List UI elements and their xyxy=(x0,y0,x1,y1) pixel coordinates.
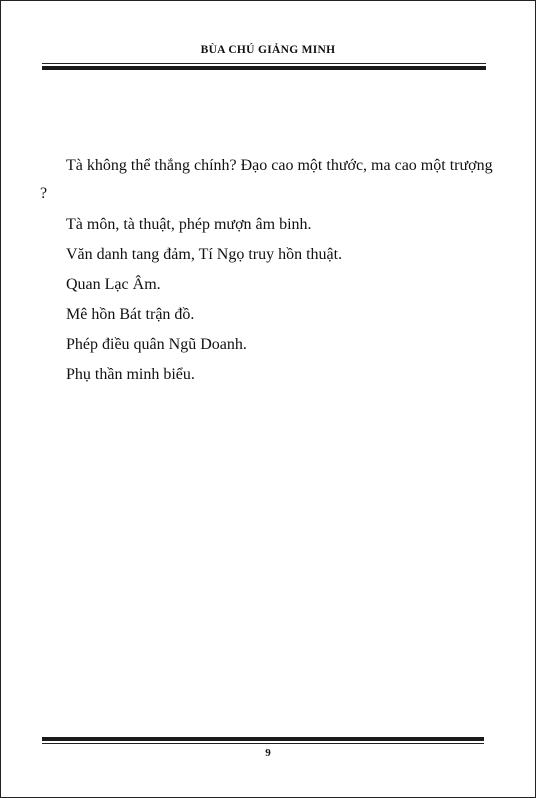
header-rule-thick xyxy=(42,66,486,70)
body-text xyxy=(40,152,496,390)
paragraph-2: Tà môn, tà thuật, phép mượn âm binh. xyxy=(66,216,312,233)
paragraph-3: Văn danh tang đảm, Tí Ngọ truy hồn thuật. xyxy=(66,246,343,263)
header-rule-thin xyxy=(42,63,486,64)
paragraph-6: Phép điều quân Ngũ Doanh. xyxy=(66,336,247,353)
footer-rule-thick xyxy=(42,737,484,741)
paragraph-4: Quan Lạc Âm. xyxy=(66,276,161,293)
running-header-title: BÙA CHÚ GIẢNG MINH xyxy=(200,44,336,56)
footer-rule-thin xyxy=(42,743,484,744)
page-number: 9 xyxy=(265,747,271,759)
paragraph-7: Phụ thần minh biểu. xyxy=(66,366,195,383)
paragraph-1: Tà không thể thắng chính? Đạo cao một thước, ma cao một trượng ? xyxy=(40,157,493,202)
paragraph-5: Mê hồn Bát trận đồ. xyxy=(66,306,195,323)
